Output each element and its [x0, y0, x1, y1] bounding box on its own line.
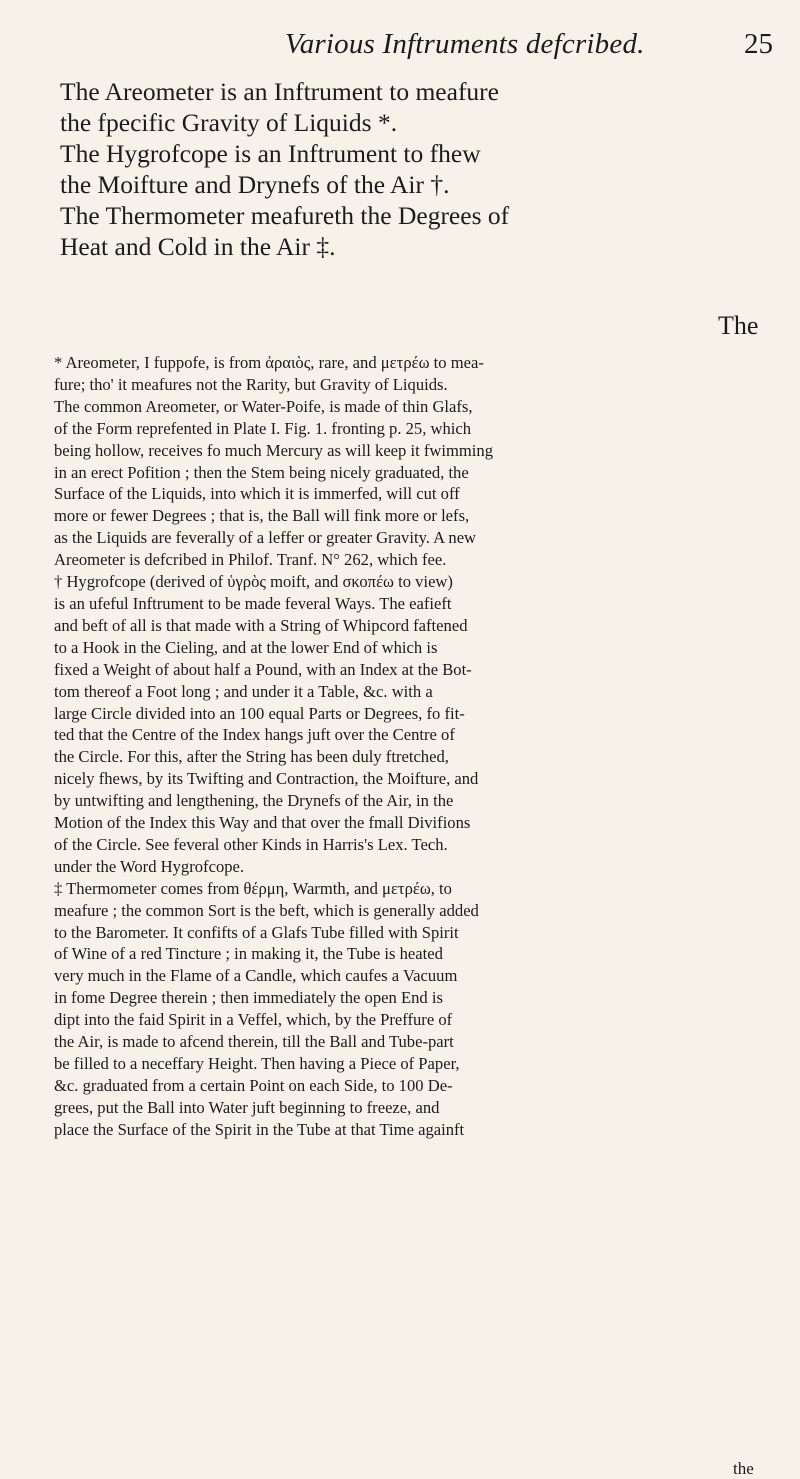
main-text	[60, 76, 760, 262]
footnote-line: large Circle divided into an 100 equal Parts or Degrees, fo fit-	[54, 703, 465, 723]
footnote-line: ted that the Centre of the Index hangs juft over the Centre of	[54, 725, 455, 745]
footnote-line: the Air, is made to afcend therein, till the Ball and Tube-part	[54, 1032, 454, 1052]
footnote-line: Motion of the Index this Way and that over the fmall Divifions	[54, 813, 471, 833]
footnote-line: dipt into the faid Spirit in a Veffel, which, by the Preffure of	[54, 1010, 453, 1030]
footnote-line: by untwifting and lengthening, the Drynefs of the Air, in the	[54, 791, 454, 811]
footnote-line: in fome Degree therein ; then immediately the open End is	[54, 988, 443, 1008]
footnote-line: fure; tho' it meafures not the Rarity, but Gravity of Liquids.	[54, 374, 448, 394]
footnote-line: very much in the Flame of a Candle, which caufes a Vacuum	[54, 966, 458, 986]
footnote-line: * Areometer, I fuppofe, is from ἀραιὸς, rare, and μετρέω to mea-	[54, 353, 484, 372]
page-number: 25	[744, 28, 773, 60]
footnote-line: in an erect Pofition ; then the Stem being nicely graduated, the	[54, 462, 469, 482]
footnote-line: Areometer is defcribed in Philof. Tranf. N° 262, which fee.	[54, 550, 447, 570]
footnote-line: of the Circle. See feveral other Kinds in Harris's Lex. Tech.	[54, 834, 448, 854]
footnote-line: is an ufeful Inftrument to be made feveral Ways. The eafieft	[54, 593, 452, 613]
footnote-line: meafure ; the common Sort is the beft, which is generally added	[54, 900, 479, 920]
footnote-line: more or fewer Degrees ; that is, the Ball will fink more or lefs,	[54, 506, 470, 526]
text-line: The Thermometer meafureth the Degrees of	[60, 201, 510, 230]
footnote-line: tom thereof a Foot long ; and under it a Table, &c. with a	[54, 681, 433, 701]
footnote-line: nicely fhews, by its Twifting and Contraction, the Moifture, and	[54, 769, 479, 789]
footnote-line: place the Surface of the Spirit in the Tube at that Time againft	[54, 1119, 465, 1139]
footnote-line: being hollow, receives fo much Mercury as will keep it fwimming	[54, 440, 494, 460]
footnote-line: and beft of all is that made with a String of Whipcord faftened	[54, 615, 468, 635]
footnote-line: as the Liquids are feverally of a leffer or greater Gravity. A new	[54, 528, 477, 548]
footnote-line: of the Form reprefented in Plate I. Fig. 1. fronting p. 25, which	[54, 418, 472, 438]
footnote-line: grees, put the Ball into Water juft beginning to freeze, and	[54, 1097, 440, 1117]
footnote-line: to a Hook in the Cieling, and at the lower End of which is	[54, 637, 438, 657]
text-line: Heat and Cold in the Air ‡.	[60, 232, 336, 261]
text-line: The Areometer is an Inftrument to meafure	[60, 77, 499, 106]
footnote-line: Surface of the Liquids, into which it is immerfed, will cut off	[54, 484, 460, 504]
footnote-line: be filled to a neceffary Height. Then having a Piece of Paper,	[54, 1054, 460, 1073]
footnotes	[54, 352, 774, 1141]
text-line: the Moifture and Drynefs of the Air †.	[60, 170, 450, 199]
footnote-line: &c. graduated from a certain Point on each Side, to 100 De-	[54, 1075, 453, 1095]
footnote-line: The common Areometer, or Water-Poife, is made of thin Glafs,	[54, 396, 473, 416]
text-line: The Hygrofcope is an Inftrument to fhew	[60, 139, 481, 168]
running-head	[0, 28, 800, 68]
catchword: The	[718, 311, 759, 340]
footnote-line: the Circle. For this, after the String has been duly ftretched,	[54, 747, 449, 767]
running-title: Various Inftruments defcribed.	[285, 28, 645, 60]
footnote-line: fixed a Weight of about half a Pound, with an Index at the Bot-	[54, 659, 472, 679]
footnote-line: of Wine of a red Tincture ; in making it, the Tube is heated	[54, 944, 443, 964]
text-line: the fpecific Gravity of Liquids *.	[60, 108, 398, 137]
footnote-line: † Hygrofcope (derived of ὑγρὸς moift, and σκοπέω to view)	[54, 572, 453, 592]
footnote-catchword: the	[733, 1459, 754, 1478]
footnote-line: ‡ Thermometer comes from θέρμη, Warmth, and μετρέω, to	[54, 878, 452, 898]
footnote-line: to the Barometer. It confifts of a Glafs Tube filled with Spirit	[54, 922, 459, 942]
footnote-line: under the Word Hygrofcope.	[54, 856, 245, 876]
